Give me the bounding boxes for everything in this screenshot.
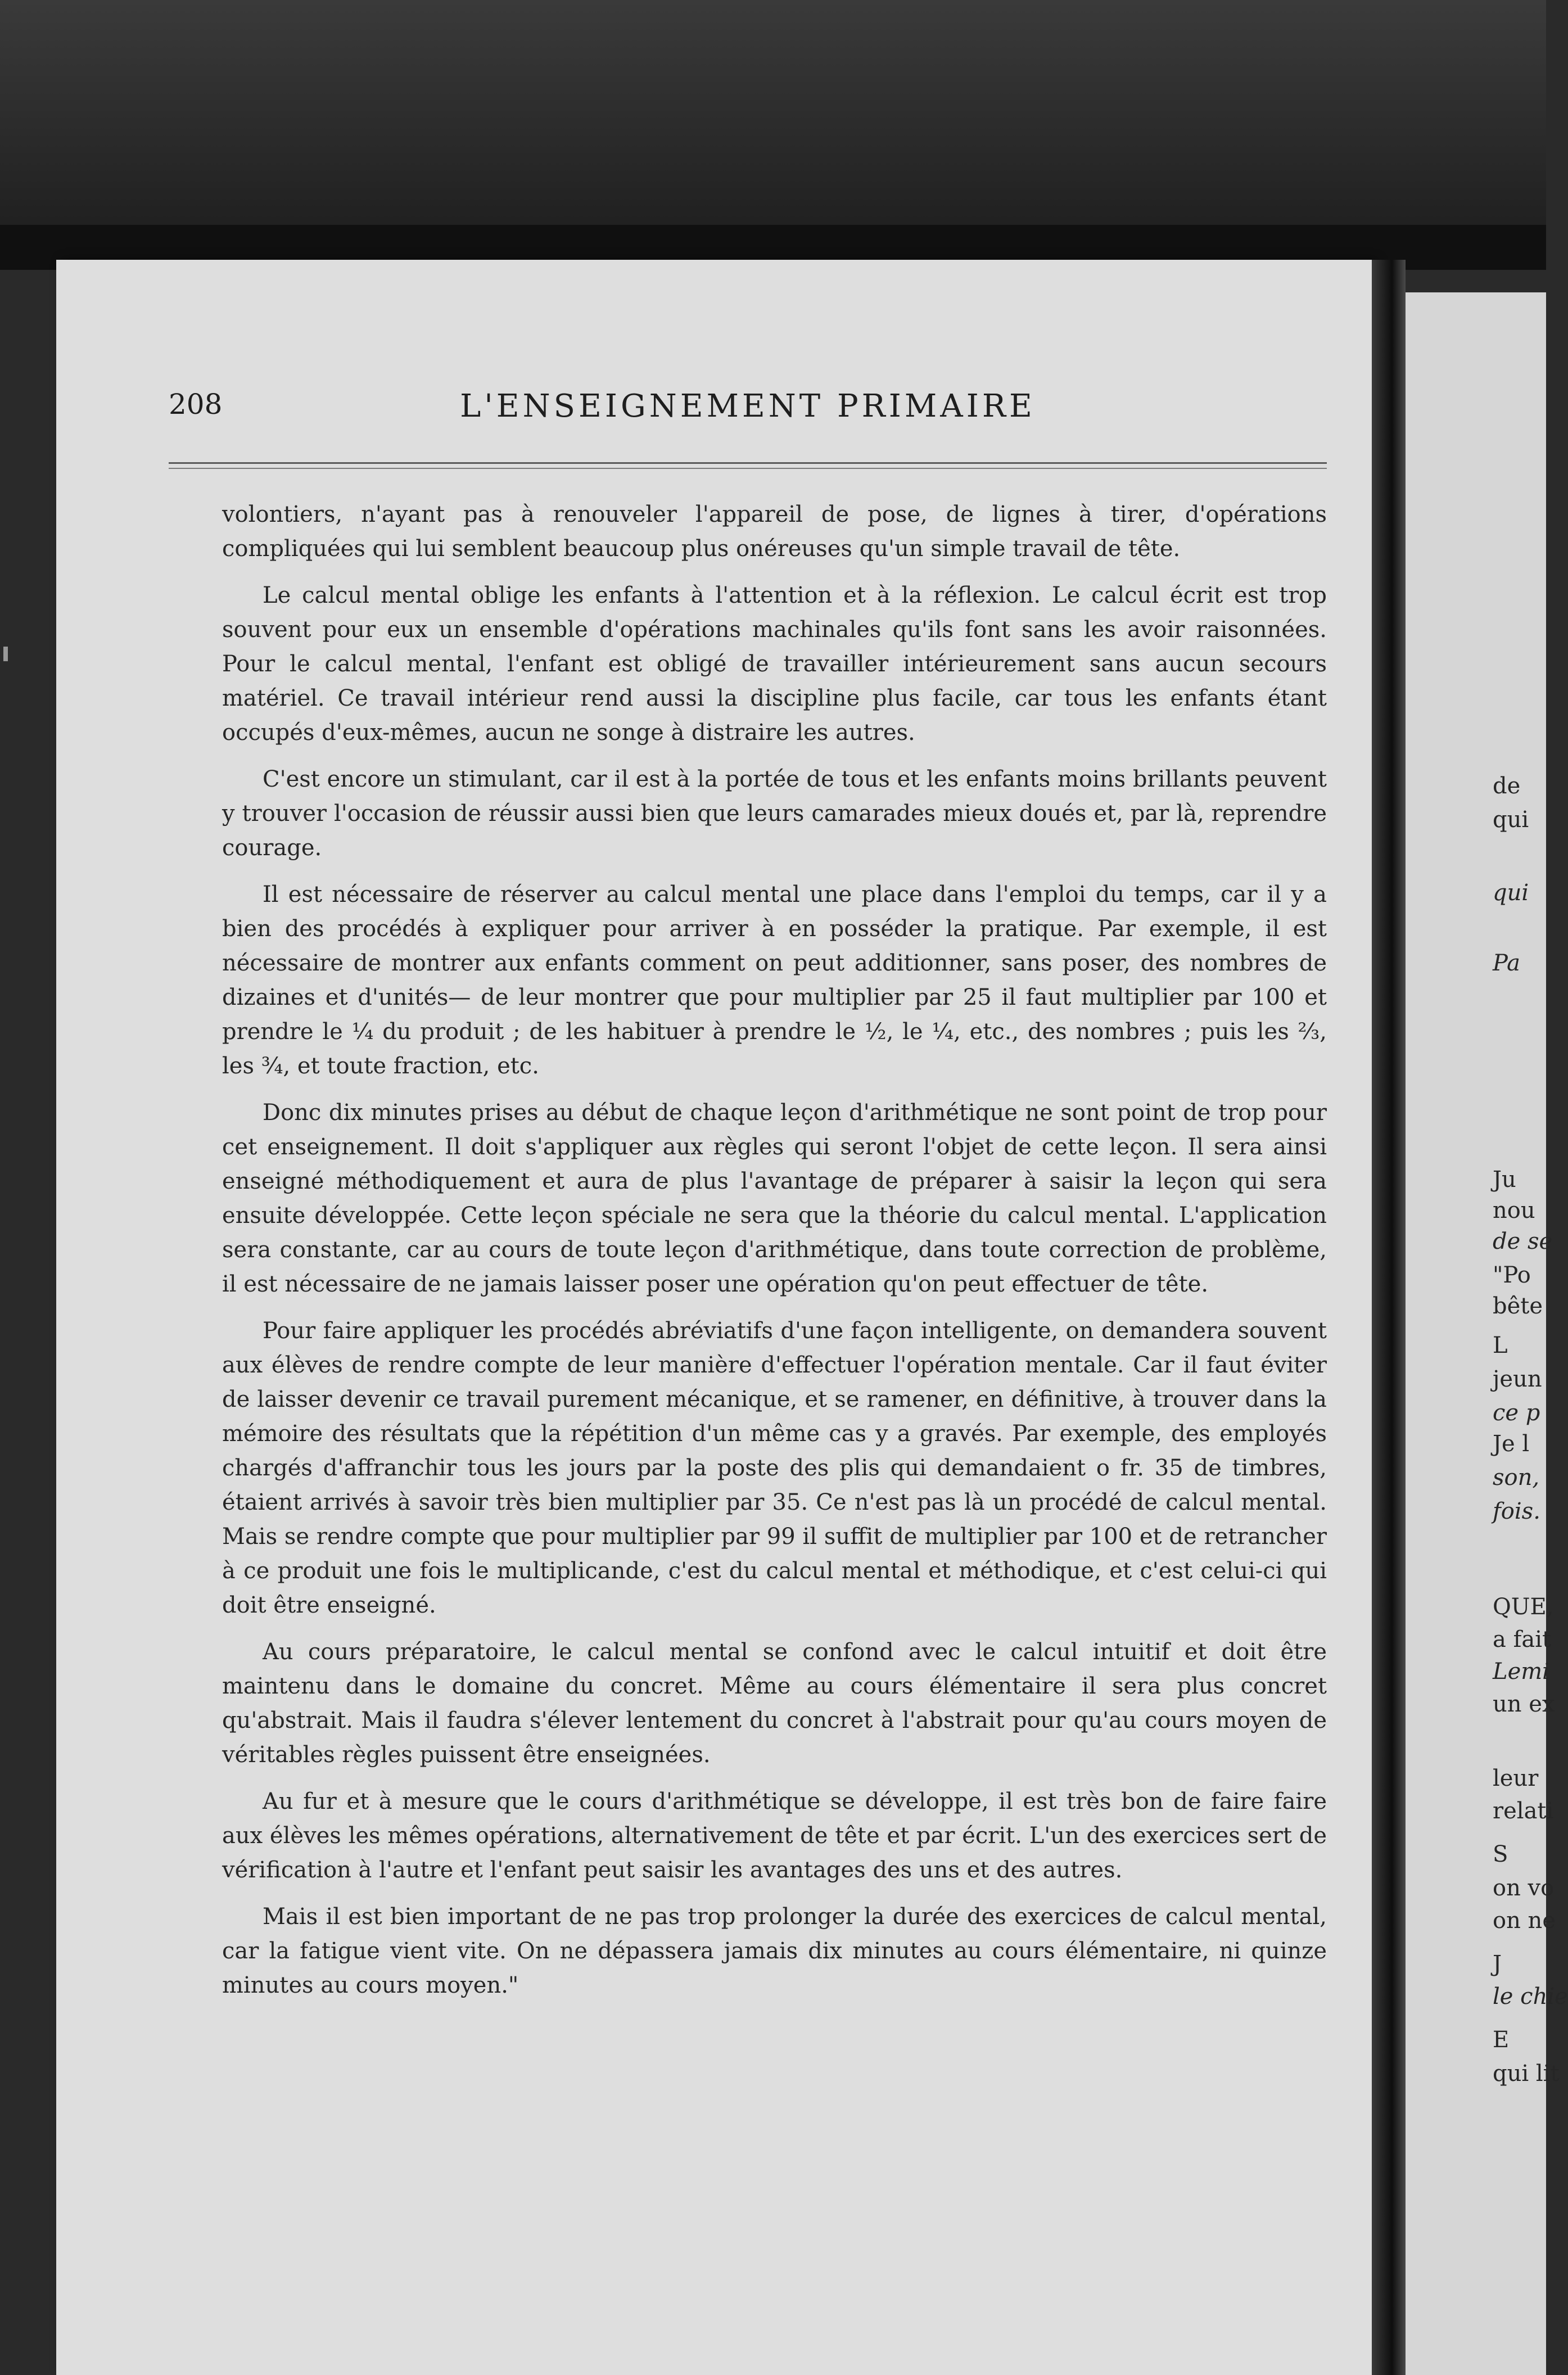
facing-page-fragment: Je l — [1493, 1431, 1530, 1457]
facing-page-fragment: qui — [1493, 880, 1529, 906]
facing-page-fragment: "Po — [1493, 1262, 1531, 1288]
paragraph: Au fur et à mesure que le cours d'arithmétique se développe, il est très bon de faire faire aux élèves les mêmes opérations, alternativement de tête et par écrit. L'un des exercices sert de vérification à l'autre et l'enfant peut saisir les avantages des uns et des autres. — [222, 1789, 1327, 1883]
facing-page-fragment: nou — [1493, 1198, 1535, 1223]
facing-page-fragment: Ju — [1493, 1167, 1516, 1193]
facing-page-fragment: de — [1493, 773, 1521, 799]
facing-page-fragment: S — [1493, 1841, 1508, 1867]
paragraph: Il est nécessaire de réserver au calcul mental une place dans l'emploi du temps, car il y a bien des procédés à expliquer pour arriver à en posséder la pratique. Par exemple, il est nécessaire de montrer aux enfants comment on peut additionner, sans poser, des nombres de dizaines et d'unités— de leur montrer que pour multiplier par 25 il faut multiplier par 100 et prendre le ¼ du produit ; de les habituer à prendre le ½, le ¼, etc., des nombres ; puis les ⅔, les ¾, et toute fraction, etc. — [222, 882, 1327, 1079]
facing-page-fragment: fois. — [1493, 1498, 1540, 1524]
facing-page-fragment: son, — [1493, 1465, 1540, 1491]
facing-page-fragment: E — [1493, 2027, 1510, 2053]
paragraph: Mais il est bien important de ne pas trop prolonger la durée des exercices de calcul mental, car la fatigue vient vite. On ne dépassera jamais dix minutes au cours élémentaire, ni quinze minutes au cours moyen." — [222, 1904, 1327, 1998]
facing-page-fragment: L — [1493, 1333, 1508, 1358]
facing-page-fragment: a fait — [1493, 1627, 1552, 1652]
page-header — [169, 388, 1327, 439]
facing-page-fragment: Pa — [1493, 950, 1520, 976]
facing-page-fragment: J — [1493, 1951, 1502, 1977]
facing-page-fragment: Lemi — [1493, 1659, 1549, 1685]
facing-page-fragment: relati — [1493, 1798, 1554, 1824]
paragraph: volontiers, n'ayant pas à renouveler l'appareil de pose, de lignes à tirer, d'opérations compliquées qui lui semblent beaucoup plus onéreuses qu'un simple travail de tête. — [222, 502, 1327, 562]
facing-page-fragment: ce p — [1493, 1400, 1540, 1426]
paragraph: Donc dix minutes prises au début de chaque leçon d'arithmétique ne sont point de trop pour cet enseignement. Il doit s'appliquer aux règles qui seront l'objet de cette leçon. Il sera ainsi enseigné méthodiquement et aura de plus l'avantage de préparer à saisir la leçon qui sera ensuite développée. Cette leçon spéciale ne sera que la théorie du calcul mental. L'application sera constante, car au cours de toute leçon d'arithmétique, dans toute correction de problème, il est nécessaire de ne jamais laisser poser une opération qu'on peut effectuer de tête. — [222, 1100, 1327, 1297]
facing-page-fragment: un ex — [1493, 1691, 1555, 1717]
dust-speck — [3, 647, 8, 661]
running-head: L'ENSEIGNEMENT PRIMAIRE — [460, 388, 1036, 425]
paragraph: Au cours préparatoire, le calcul mental se confond avec le calcul intuitif et doit être maintenu dans le domaine du concret. Même au cours élémentaire il sera plus concret qu'abstrait. Mais il faudra s'élever lentement du concret à l'abstrait pour qu'au cours moyen de véritables règles puissent être enseignées. — [222, 1639, 1327, 1768]
facing-page-fragment: QUE, — [1493, 1594, 1554, 1620]
page-number: 208 — [169, 388, 223, 421]
book-gutter — [1372, 260, 1406, 2375]
paragraph: Pour faire appliquer les procédés abréviatifs d'une façon intelligente, on demandera souvent aux élèves de rendre compte de leur manière d'effectuer l'opération mentale. Car il faut éviter de laisser devenir ce travail purement mécanique, et se ramener, en définitive, à trouver dans la mémoire des résultats que la répétition d'un même cas y a gravés. Par exemple, des employés chargés d'affranchir tous les jours par la poste des plis qui demandaient o fr. 35 de timbres, étaient arrivés à savoir très bien multiplier par 35. Ce n'est pas là un procédé de calcul mental. Mais se rendre compte que pour multiplier par 99 il suffit de multiplier par 100 et de retrancher à ce produit une fois le multiplicande, c'est du calcul mental et méthodique, et c'est celui-ci qui doit être enseigné. — [222, 1318, 1327, 1618]
body-text — [222, 498, 1327, 2015]
header-rule — [169, 462, 1327, 464]
facing-page-fragment: de se — [1493, 1229, 1553, 1254]
facing-page-fragment: leur — [1493, 1766, 1539, 1791]
facing-page-fragment: jeun — [1493, 1366, 1542, 1392]
paragraph: C'est encore un stimulant, car il est à la portée de tous et les enfants moins brillants peuvent y trouver l'occasion de réussir aussi bien que leurs camarades mieux doués et, par là, reprendre courage. — [222, 766, 1327, 861]
facing-page-fragment: bête — [1493, 1293, 1543, 1319]
facing-page-fragment: qui — [1493, 807, 1529, 833]
facing-page-fragment: qui lit — [1493, 2061, 1560, 2087]
facing-page-fragment: on ne — [1493, 1908, 1556, 1934]
paragraph: Le calcul mental oblige les enfants à l'attention et à la réflexion. Le calcul écrit est trop souvent pour eux un ensemble d'opérations machinales qu'ils font sans les avoir raisonnées. Pour le calcul mental, l'enfant est obligé de travailler intérieurement sans aucun secours matériel. Ce travail intérieur rend aussi la discipline plus facile, car tous les enfants étant occupés d'eux-mêmes, aucun ne songe à distraire les autres. — [222, 583, 1327, 746]
facing-page-fragment: on vo — [1493, 1875, 1555, 1901]
header-rule — [169, 468, 1327, 469]
facing-page-fragment: le chie — [1493, 1984, 1568, 2010]
